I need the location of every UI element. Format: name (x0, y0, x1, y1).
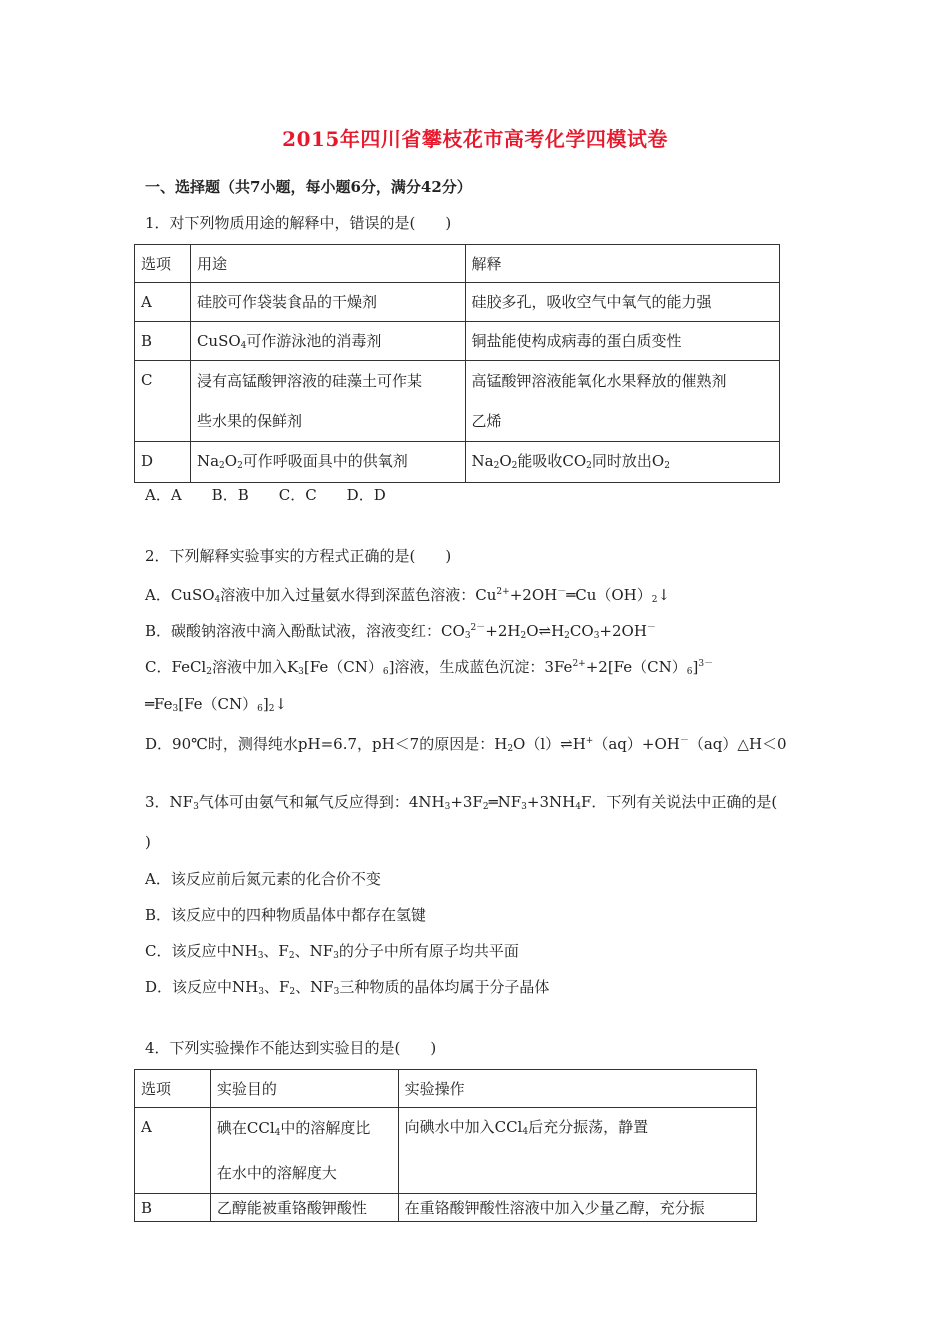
q4-table (134, 1069, 757, 1222)
q1-stem: 1．对下列物质用途的解释中，错误的是( ) (145, 214, 452, 232)
table-cell: A (135, 283, 191, 322)
q3-option-d: D．该反应中$NH_3$、$F_2$、$NF_3$三种物质的晶体均属于分子晶体 (145, 978, 550, 997)
table-row (135, 442, 780, 483)
table-header-row (135, 245, 780, 283)
q2-option-b: B．碳酸钠溶液中滴入酚酞试液，溶液变红：$CO_3^{2-}+2H_2O\rightleftharpoons H_2CO_3+2OH^-$ (145, 622, 656, 641)
q3-option-b: B．该反应中的四种物质晶体中都存在氢键 (145, 906, 427, 924)
table-header-cell: 实验操作 (398, 1070, 756, 1108)
q2-option-c: C．FeCl$_2$溶液中加入$K_3[Fe(CN)_6]$溶液，生成蓝色沉淀：$3Fe^{2+}+2[Fe(CN)_6]^{3-}$ (145, 658, 714, 677)
table-cell: 硅胶可作袋装食品的干燥剂 (190, 283, 465, 322)
table-cell: 向碘水中加入CCl$_4$后充分振荡，静置 (398, 1108, 756, 1194)
table-cell: B (135, 1194, 211, 1222)
table-header-cell: 用途 (190, 245, 465, 283)
q1-options: A．A B．B C．C D．D (145, 486, 386, 504)
table-cell: 碘在CCl$_4$中的溶解度比 在水中的溶解度大 (210, 1108, 398, 1194)
table-row (135, 361, 780, 442)
q2-option-d: D．90℃时，测得纯水pH=6.7，pH＜7的原因是：$H_2O(l)\rightleftharpoons H^+(aq)+OH^-(aq)\triangle H<0$ (145, 735, 787, 754)
q3-stem: 3．$NF_3$气体可由氨气和氟气反应得到：$4NH_3+3F_2═NF_3+3NH_4F$．下列有关说法中正确的是( (145, 793, 778, 812)
table-cell: CuSO$_4$可作游泳池的消毒剂 (190, 322, 465, 361)
table-cell: 铜盐能使构成病毒的蛋白质变性 (465, 322, 780, 361)
table-cell: $Na_2O_2$能吸收$CO_2$同时放出$O_2$ (465, 442, 780, 483)
table-cell: 硅胶多孔，吸收空气中氧气的能力强 (465, 283, 780, 322)
table-row (135, 322, 780, 361)
q3-option-c: C．该反应中$NH_3$、$F_2$、$NF_3$的分子中所有原子均共平面 (145, 942, 519, 961)
q2-option-a: A．CuSO$_4$溶液中加入过量氨水得到深蓝色溶液：$Cu^{2+}+2OH^-═Cu(OH)_2↓$ (145, 586, 671, 605)
section-heading: 一、选择题（共7小题，每小题6分，满分42分） (145, 178, 472, 196)
table-header-cell: 解释 (465, 245, 780, 283)
table-row (135, 283, 780, 322)
table-row (135, 1108, 757, 1194)
q2-stem: 2．下列解释实验事实的方程式正确的是( ) (145, 547, 452, 565)
table-header-cell: 选项 (135, 245, 191, 283)
page-title: 2015年四川省攀枝花市高考化学四模试卷 (282, 127, 668, 151)
table-header-cell: 选项 (135, 1070, 211, 1108)
table-header-cell: 实验目的 (210, 1070, 398, 1108)
table-cell: C (135, 361, 191, 442)
q2-option-c-continued: $═Fe_3[Fe(CN)_6]_2↓$ (145, 695, 288, 714)
q4-stem: 4．下列实验操作不能达到实验目的是( ) (145, 1039, 437, 1057)
q1-table (134, 244, 780, 483)
table-header-row (135, 1070, 757, 1108)
table-cell: B (135, 322, 191, 361)
q3-option-a: A．该反应前后氮元素的化合价不变 (145, 870, 381, 888)
table-cell: 乙醇能被重铬酸钾酸性 (210, 1194, 398, 1222)
table-cell: D (135, 442, 191, 483)
table-cell: A (135, 1108, 211, 1194)
table-cell: 浸有高锰酸钾溶液的硅藻土可作某 些水果的保鲜剂 (190, 361, 465, 442)
q3-stem-end: ) (145, 833, 151, 851)
table-cell: 高锰酸钾溶液能氧化水果释放的催熟剂 乙烯 (465, 361, 780, 442)
table-cell: 在重铬酸钾酸性溶液中加入少量乙醇，充分振 (398, 1194, 756, 1222)
table-cell: $Na_2O_2$可作呼吸面具中的供氧剂 (190, 442, 465, 483)
table-row (135, 1194, 757, 1222)
